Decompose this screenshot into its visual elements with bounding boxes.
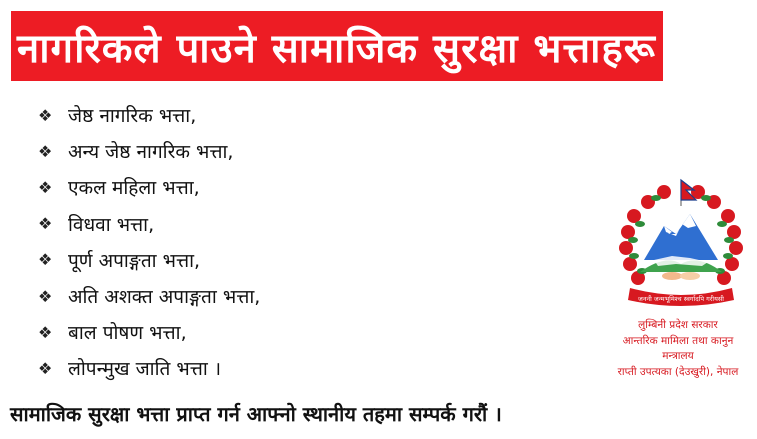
ministry-line-province: लुम्बिनी प्रदेश सरकार <box>638 319 718 331</box>
list-item <box>38 169 260 205</box>
list-item-label: अति अशक्त अपाङ्गता भत्ता, <box>68 286 261 309</box>
diamond-bullet-icon: ❖ <box>38 286 53 306</box>
allowance-list <box>38 97 260 387</box>
list-item <box>38 314 260 350</box>
list-item <box>38 133 260 169</box>
list-item-label: बाल पोषण भत्ता, <box>68 322 187 345</box>
list-item-label: एकल महिला भत्ता, <box>68 177 200 200</box>
diamond-bullet-icon: ❖ <box>38 214 53 234</box>
diamond-bullet-icon: ❖ <box>38 322 53 342</box>
diamond-bullet-icon: ❖ <box>38 250 53 270</box>
ministry-line-location: राप्ती उपत्यका (देउखुरी), नेपाल <box>617 365 739 378</box>
page-title: नागरिकले पाउने सामाजिक सुरक्षा भत्ताहरू <box>17 25 656 72</box>
list-item <box>38 97 260 133</box>
ministry-line-ministry: मन्त्रालय <box>662 350 694 362</box>
list-item <box>38 206 260 242</box>
nepal-emblem-icon <box>606 176 756 312</box>
list-item-label: लोपन्मुख जाति भत्ता । <box>68 358 222 381</box>
ministry-line-department: आन्तरिक मामिला तथा कानुन <box>622 334 734 347</box>
diamond-bullet-icon: ❖ <box>38 358 53 378</box>
list-item-label: जेष्ठ नागरिक भत्ता, <box>68 105 197 128</box>
ministry-address <box>600 318 756 380</box>
list-item <box>38 350 260 386</box>
footer-note: सामाजिक सुरक्षा भत्ता प्राप्त गर्न आफ्नो स्थानीय तहमा सम्पर्क गरौं । <box>10 402 502 426</box>
list-item-label: विधवा भत्ता, <box>68 213 155 236</box>
list-item <box>38 242 260 278</box>
diamond-bullet-icon: ❖ <box>38 105 53 125</box>
list-item <box>38 278 260 314</box>
list-item-label: अन्य जेष्ठ नागरिक भत्ता, <box>68 141 234 164</box>
title-banner <box>11 11 663 81</box>
diamond-bullet-icon: ❖ <box>38 177 53 197</box>
list-item-label: पूर्ण अपाङ्गता भत्ता, <box>68 249 201 272</box>
diamond-bullet-icon: ❖ <box>38 141 53 161</box>
emblem-motto: जननी जन्मभूमिश्च स्वर्गादपि गरीयसी <box>638 295 724 303</box>
